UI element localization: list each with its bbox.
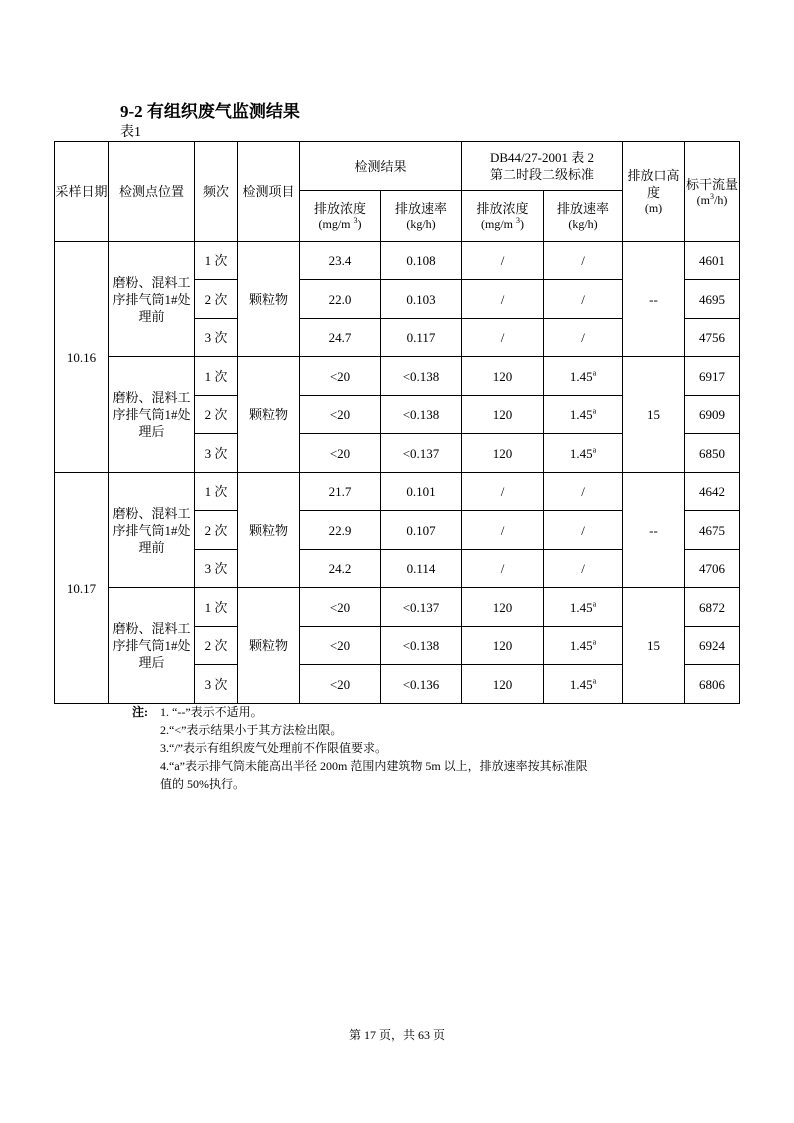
item-cell: 颗粒物	[238, 473, 300, 588]
table-row	[55, 473, 740, 511]
std-conc-cell: 120	[462, 396, 544, 434]
standard-line-2: 第二时段二级标准	[489, 167, 594, 182]
result-conc-unit: (mg/m $^3$)	[318, 216, 362, 231]
header-outlet-height	[623, 142, 685, 242]
std-conc-cell: 120	[462, 665, 544, 704]
rate-cell: <0.138	[381, 357, 462, 396]
freq-cell: 1 次	[195, 242, 238, 280]
height-cell: --	[623, 473, 685, 588]
freq-cell: 2 次	[195, 280, 238, 319]
monitoring-results-table	[54, 141, 740, 704]
std-rate-cell: /	[544, 242, 623, 280]
flow-unit: $(m^3/h)$	[696, 191, 728, 207]
page-number: 第 17 页，共 63 页	[348, 1028, 445, 1042]
header-result-rate: 排放速率 (kg/h)	[381, 191, 462, 242]
freq-cell: 3 次	[195, 550, 238, 588]
freq-cell: 3 次	[195, 319, 238, 357]
std-conc-cell: 120	[462, 588, 544, 627]
header-flow	[685, 142, 740, 242]
conc-cell: <20	[300, 665, 381, 704]
freq-cell: 1 次	[195, 588, 238, 627]
conc-cell: <20	[300, 588, 381, 627]
rate-cell: 0.101	[381, 473, 462, 511]
conc-cell: <20	[300, 357, 381, 396]
conc-cell: <20	[300, 434, 381, 473]
height-cell: --	[623, 242, 685, 357]
table-row	[55, 242, 740, 280]
location-cell: 磨粉、混料工序排气筒1#处理后	[109, 588, 195, 704]
header-item: 检测项目	[238, 142, 300, 242]
header-result-conc: 排放浓度 (mg/m $^3$)	[300, 191, 381, 242]
flow-cell: 6924	[685, 627, 740, 665]
standard-rate-unit: (kg/h)	[568, 217, 598, 231]
std-conc-cell: /	[462, 473, 544, 511]
header-result-group: 检测结果	[300, 142, 462, 191]
rate-cell: 0.114	[381, 550, 462, 588]
header-standard-conc: 排放浓度 (mg/m $^3$)	[462, 191, 544, 242]
outlet-height-unit: (m)	[644, 201, 663, 215]
std-conc-cell: /	[462, 550, 544, 588]
flow-cell: 4706	[685, 550, 740, 588]
rate-cell: <0.136	[381, 665, 462, 704]
rate-cell: 0.117	[381, 319, 462, 357]
conc-cell: 21.7	[300, 473, 381, 511]
conc-cell: 24.2	[300, 550, 381, 588]
note-item: 1. “--”表示不适用。	[160, 705, 263, 719]
flow-cell: 4642	[685, 473, 740, 511]
conc-cell: <20	[300, 627, 381, 665]
table-row	[55, 588, 740, 627]
table-label: 表1	[120, 125, 141, 140]
std-rate-cell: 1.45$^a$	[544, 588, 623, 627]
freq-cell: 3 次	[195, 665, 238, 704]
result-rate-unit: (kg/h)	[406, 217, 436, 231]
rate-cell: <0.138	[381, 627, 462, 665]
rate-cell: 0.108	[381, 242, 462, 280]
flow-cell: 6917	[685, 357, 740, 396]
freq-cell: 2 次	[195, 396, 238, 434]
std-rate-cell: /	[544, 280, 623, 319]
flow-cell: 6806	[685, 665, 740, 704]
rate-cell: 0.103	[381, 280, 462, 319]
height-cell: 15	[623, 588, 685, 704]
std-conc-cell: /	[462, 511, 544, 550]
item-cell: 颗粒物	[238, 588, 300, 704]
std-rate-cell: /	[544, 550, 623, 588]
flow-cell: 6850	[685, 434, 740, 473]
conc-cell: 22.9	[300, 511, 381, 550]
date-cell: 10.16	[55, 242, 109, 473]
flow-label: 标干流量	[685, 176, 738, 192]
freq-cell: 2 次	[195, 511, 238, 550]
std-conc-cell: /	[462, 242, 544, 280]
height-cell: 15	[623, 357, 685, 473]
std-conc-cell: /	[462, 280, 544, 319]
std-conc-cell: 120	[462, 357, 544, 396]
rate-cell: <0.137	[381, 434, 462, 473]
freq-cell: 1 次	[195, 357, 238, 396]
std-rate-cell: /	[544, 511, 623, 550]
item-cell: 颗粒物	[238, 242, 300, 357]
notes-label: 注:	[132, 705, 148, 719]
location-cell: 磨粉、混料工序排气筒1#处理前	[109, 242, 195, 357]
std-rate-cell: /	[544, 319, 623, 357]
rate-cell: <0.137	[381, 588, 462, 627]
rate-cell: 0.107	[381, 511, 462, 550]
note-item: 4.“a”表示排气筒未能高出半径 200m 范围内建筑物 5m 以上，排放速率按其标准限	[160, 759, 588, 773]
table-row	[55, 357, 740, 396]
rate-cell: <0.138	[381, 396, 462, 434]
std-rate-cell: 1.45$^a$	[544, 357, 623, 396]
conc-cell: 22.0	[300, 280, 381, 319]
location-cell: 磨粉、混料工序排气筒1#处理前	[109, 473, 195, 588]
std-rate-cell: 1.45$^a$	[544, 396, 623, 434]
location-cell: 磨粉、混料工序排气筒1#处理后	[109, 357, 195, 473]
note-item: 3.“/”表示有组织废气处理前不作限值要求。	[160, 741, 387, 755]
std-rate-cell: /	[544, 473, 623, 511]
freq-cell: 3 次	[195, 434, 238, 473]
std-conc-cell: 120	[462, 627, 544, 665]
flow-cell: 6909	[685, 396, 740, 434]
conc-cell: 23.4	[300, 242, 381, 280]
outlet-height-label: 排放口高度	[627, 168, 680, 200]
header-standard-group	[462, 142, 623, 191]
header-date: 采样日期	[55, 142, 109, 242]
standard-line-1: DB44/27-2001 表 2	[489, 150, 594, 165]
std-conc-cell: /	[462, 319, 544, 357]
flow-cell: 4756	[685, 319, 740, 357]
conc-cell: <20	[300, 396, 381, 434]
std-rate-cell: 1.45$^a$	[544, 434, 623, 473]
header-standard-rate: 排放速率 (kg/h)	[544, 191, 623, 242]
header-location: 检测点位置	[109, 142, 195, 242]
notes	[132, 703, 588, 793]
flow-cell: 4695	[685, 280, 740, 319]
conc-cell: 24.7	[300, 319, 381, 357]
freq-cell: 1 次	[195, 473, 238, 511]
item-cell: 颗粒物	[238, 357, 300, 473]
flow-cell: 4601	[685, 242, 740, 280]
header-frequency: 频次	[195, 142, 238, 242]
flow-cell: 6872	[685, 588, 740, 627]
std-rate-cell: 1.45$^a$	[544, 627, 623, 665]
flow-cell: 4675	[685, 511, 740, 550]
standard-conc-unit: (mg/m $^3$)	[481, 216, 524, 231]
note-item: 值的 50%执行。	[160, 777, 245, 791]
note-item: 2.“<”表示结果小于其方法检出限。	[160, 723, 343, 737]
date-cell: 10.17	[55, 473, 109, 704]
std-rate-cell: 1.45$^a$	[544, 665, 623, 704]
freq-cell: 2 次	[195, 627, 238, 665]
std-conc-cell: 120	[462, 434, 544, 473]
section-title: 9-2 有组织废气监测结果	[120, 102, 300, 121]
